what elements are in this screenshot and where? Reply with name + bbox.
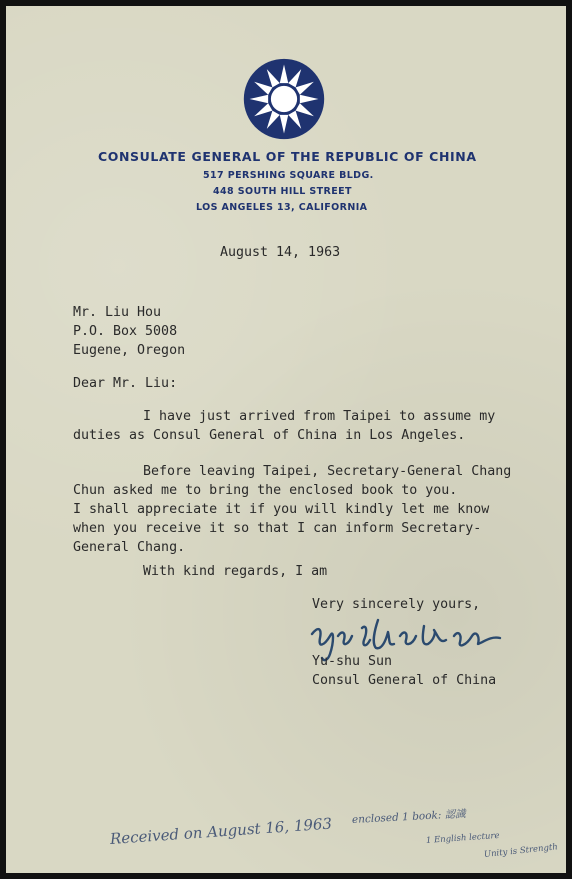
letter-date: August 14, 1963 — [220, 245, 341, 260]
recipient-po-box: P.O. Box 5008 — [73, 324, 178, 339]
salutation: Dear Mr. Liu: — [73, 376, 178, 391]
signer-name: Yu-shu Sun — [312, 654, 393, 669]
closing-line: Very sincerely yours, — [312, 597, 481, 612]
recipient-name: Mr. Liu Hou — [73, 305, 162, 320]
paragraph2-line: Before leaving Taipei, Secretary-General Chang — [143, 464, 512, 479]
english-lecture-annotation: 1 English lecture — [425, 830, 500, 846]
regards-line: With kind regards, I am — [143, 564, 328, 579]
letterhead-street: 448 SOUTH HILL STREET — [213, 186, 352, 197]
paragraph1-line: I have just arrived from Taipei to assume my — [143, 409, 496, 424]
signer-title: Consul General of China — [312, 673, 497, 688]
paragraph2-line: I shall appreciate it if you will kindly let me know — [73, 502, 490, 517]
paragraph2-line: Chun asked me to bring the enclosed book to you. — [73, 483, 458, 498]
letterhead-consulate: CONSULATE GENERAL OF THE REPUBLIC OF CHINA — [98, 149, 477, 164]
paragraph2-line: when you receive it so that I can inform Secretary- — [73, 521, 482, 536]
paragraph1-line: duties as Consul General of China in Los Angeles. — [73, 428, 466, 443]
paragraph2-line: General Chang. — [73, 540, 186, 555]
letterhead-building: 517 PERSHING SQUARE BLDG. — [203, 170, 374, 181]
letter-page — [6, 6, 566, 873]
received-annotation: Received on August 16, 1963 — [109, 814, 333, 848]
recipient-city: Eugene, Oregon — [73, 343, 186, 358]
blue-sky-white-sun-emblem-icon — [243, 58, 325, 140]
letterhead-city: LOS ANGELES 13, CALIFORNIA — [196, 202, 368, 213]
unity-annotation: Unity is Strength — [483, 842, 559, 860]
enclosed-annotation: enclosed 1 book: 認識 — [351, 808, 467, 826]
